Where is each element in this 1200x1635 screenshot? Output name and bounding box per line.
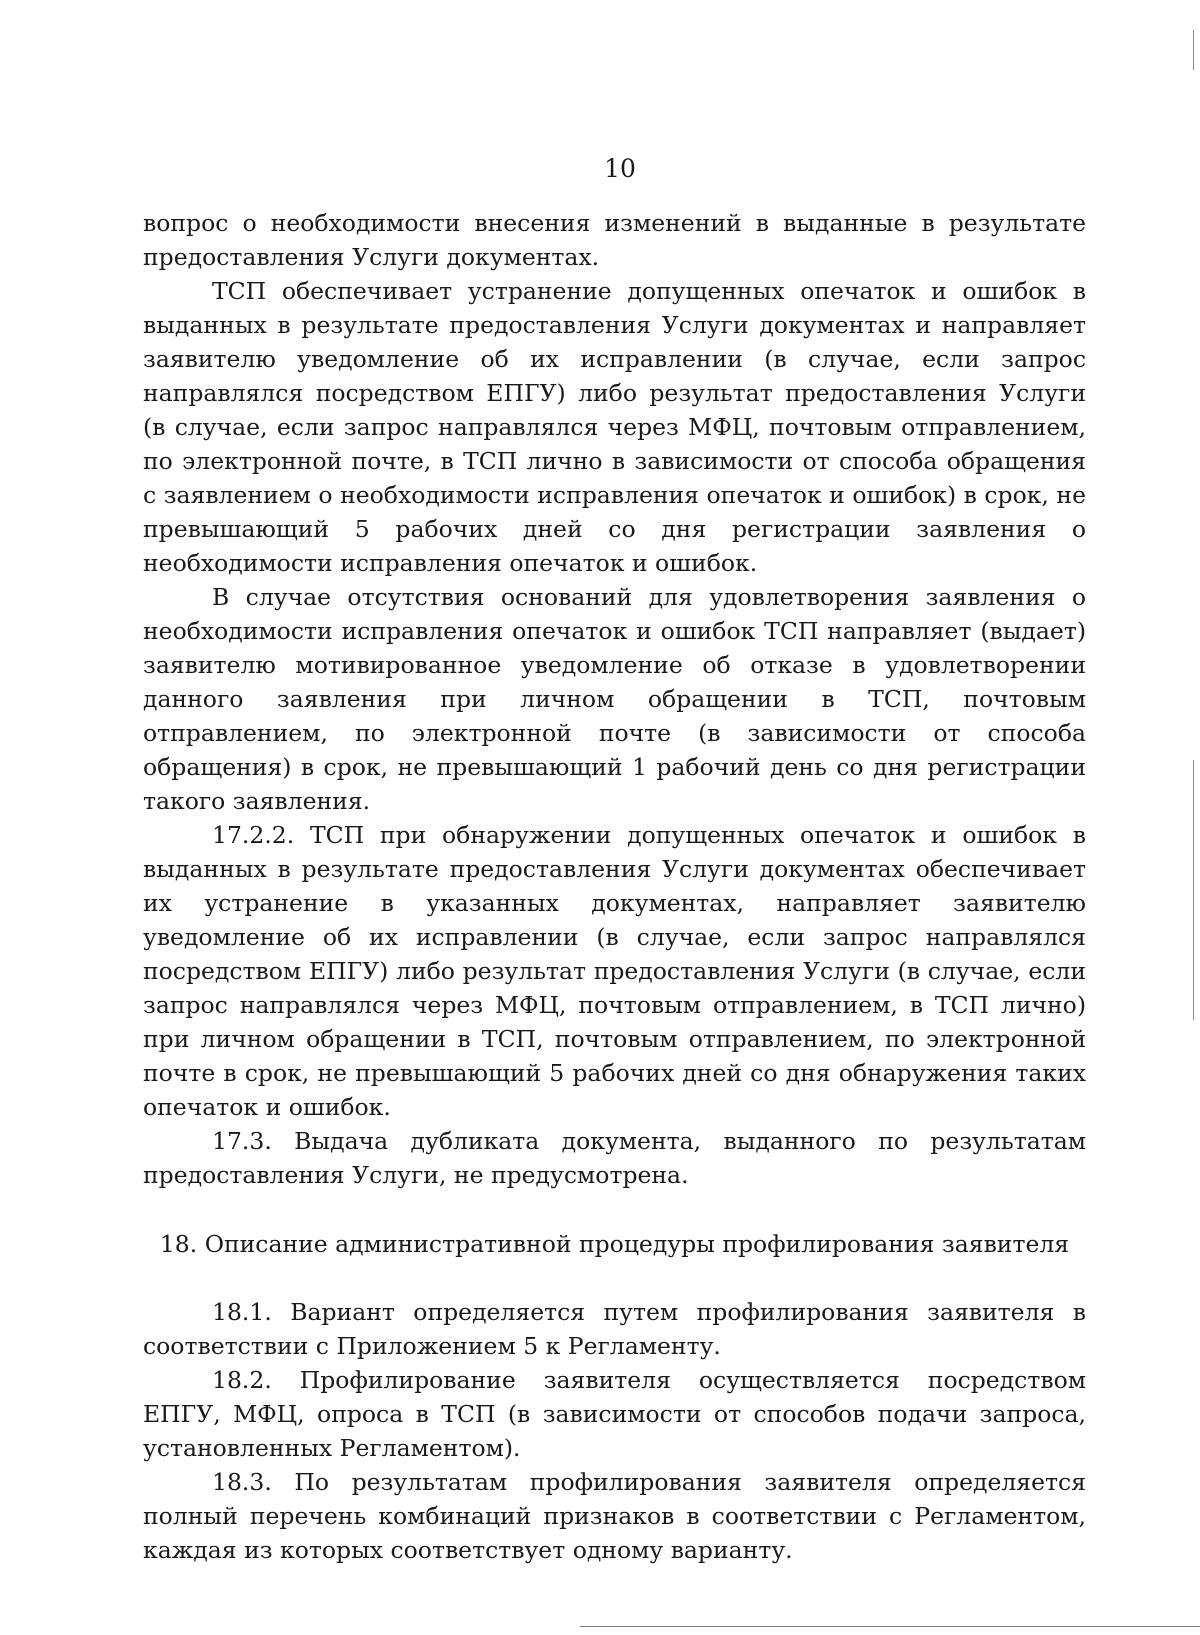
page-number: 10	[604, 154, 636, 183]
section-heading: 18. Описание административной процедуры профилирования заявителя	[159, 1230, 1070, 1258]
paragraph: вопрос о необходимости внесения изменений в выданные в результате предоставления Услуги документах.	[143, 209, 1086, 271]
paragraph: 17.3. Выдача дубликата документа, выданного по результатам предоставления Услуги, не предусмотрена.	[143, 1127, 1086, 1189]
paragraph: 18.3. По результатам профилирования заявителя определяется полный перечень комбинаций признаков в соответствии с Регламентом, каждая из которых соответствует одному варианту.	[143, 1468, 1086, 1564]
paragraph: В случае отсутствия оснований для удовлетворения заявления о необходимости исправления опечаток и ошибок ТСП направляет (выдает) заявителю мотивированное уведомление об отказе в удовлетворении данного заявления при личном обращении в ТСП, почтовым отправлением, по электронной почте (в зависимости от способа обращения) в срок, не превышающий 1 рабочий день со дня регистрации такого заявления.	[143, 583, 1086, 815]
scan-edge-mark	[1193, 760, 1194, 1020]
paragraph: 17.2.2. ТСП при обнаружении допущенных опечаток и ошибок в выданных в результате предоставления Услуги документах обеспечивает их устранение в указанных документах, направляет заявителю уведомление об их исправлении (в случае, если запрос направлялся посредством ЕПГУ) либо результат предоставления Услуги (в случае, если запрос направлялся через МФЦ, почтовым отправлением, в ТСП лично) при личном обращении в ТСП, почтовым отправлением, по электронной почте в срок, не превышающий 5 рабочих дней со дня обнаружения таких опечаток и ошибок.	[143, 821, 1086, 1121]
scan-edge-mark	[1193, 30, 1194, 70]
scan-bottom-line	[580, 1626, 1200, 1627]
paragraph: 18.2. Профилирование заявителя осуществляется посредством ЕПГУ, МФЦ, опроса в ТСП (в зависимости от способов подачи запроса, установленных Регламентом).	[143, 1366, 1086, 1462]
paragraph: 18.1. Вариант определяется путем профилирования заявителя в соответствии с Приложением 5 к Регламенту.	[143, 1298, 1086, 1360]
paragraph: ТСП обеспечивает устранение допущенных опечаток и ошибок в выданных в результате предоставления Услуги документах и направляет заявителю уведомление об их исправлении (в случае, если запрос направлялся посредством ЕПГУ) либо результат предоставления Услуги (в случае, если запрос направлялся через МФЦ, почтовым отправлением, по электронной почте, в ТСП лично в зависимости от способа обращения с заявлением о необходимости исправления опечаток и ошибок) в срок, не превышающий 5 рабочих дней со дня регистрации заявления о необходимости исправления опечаток и ошибок.	[143, 277, 1086, 577]
document-body	[143, 206, 1086, 1567]
